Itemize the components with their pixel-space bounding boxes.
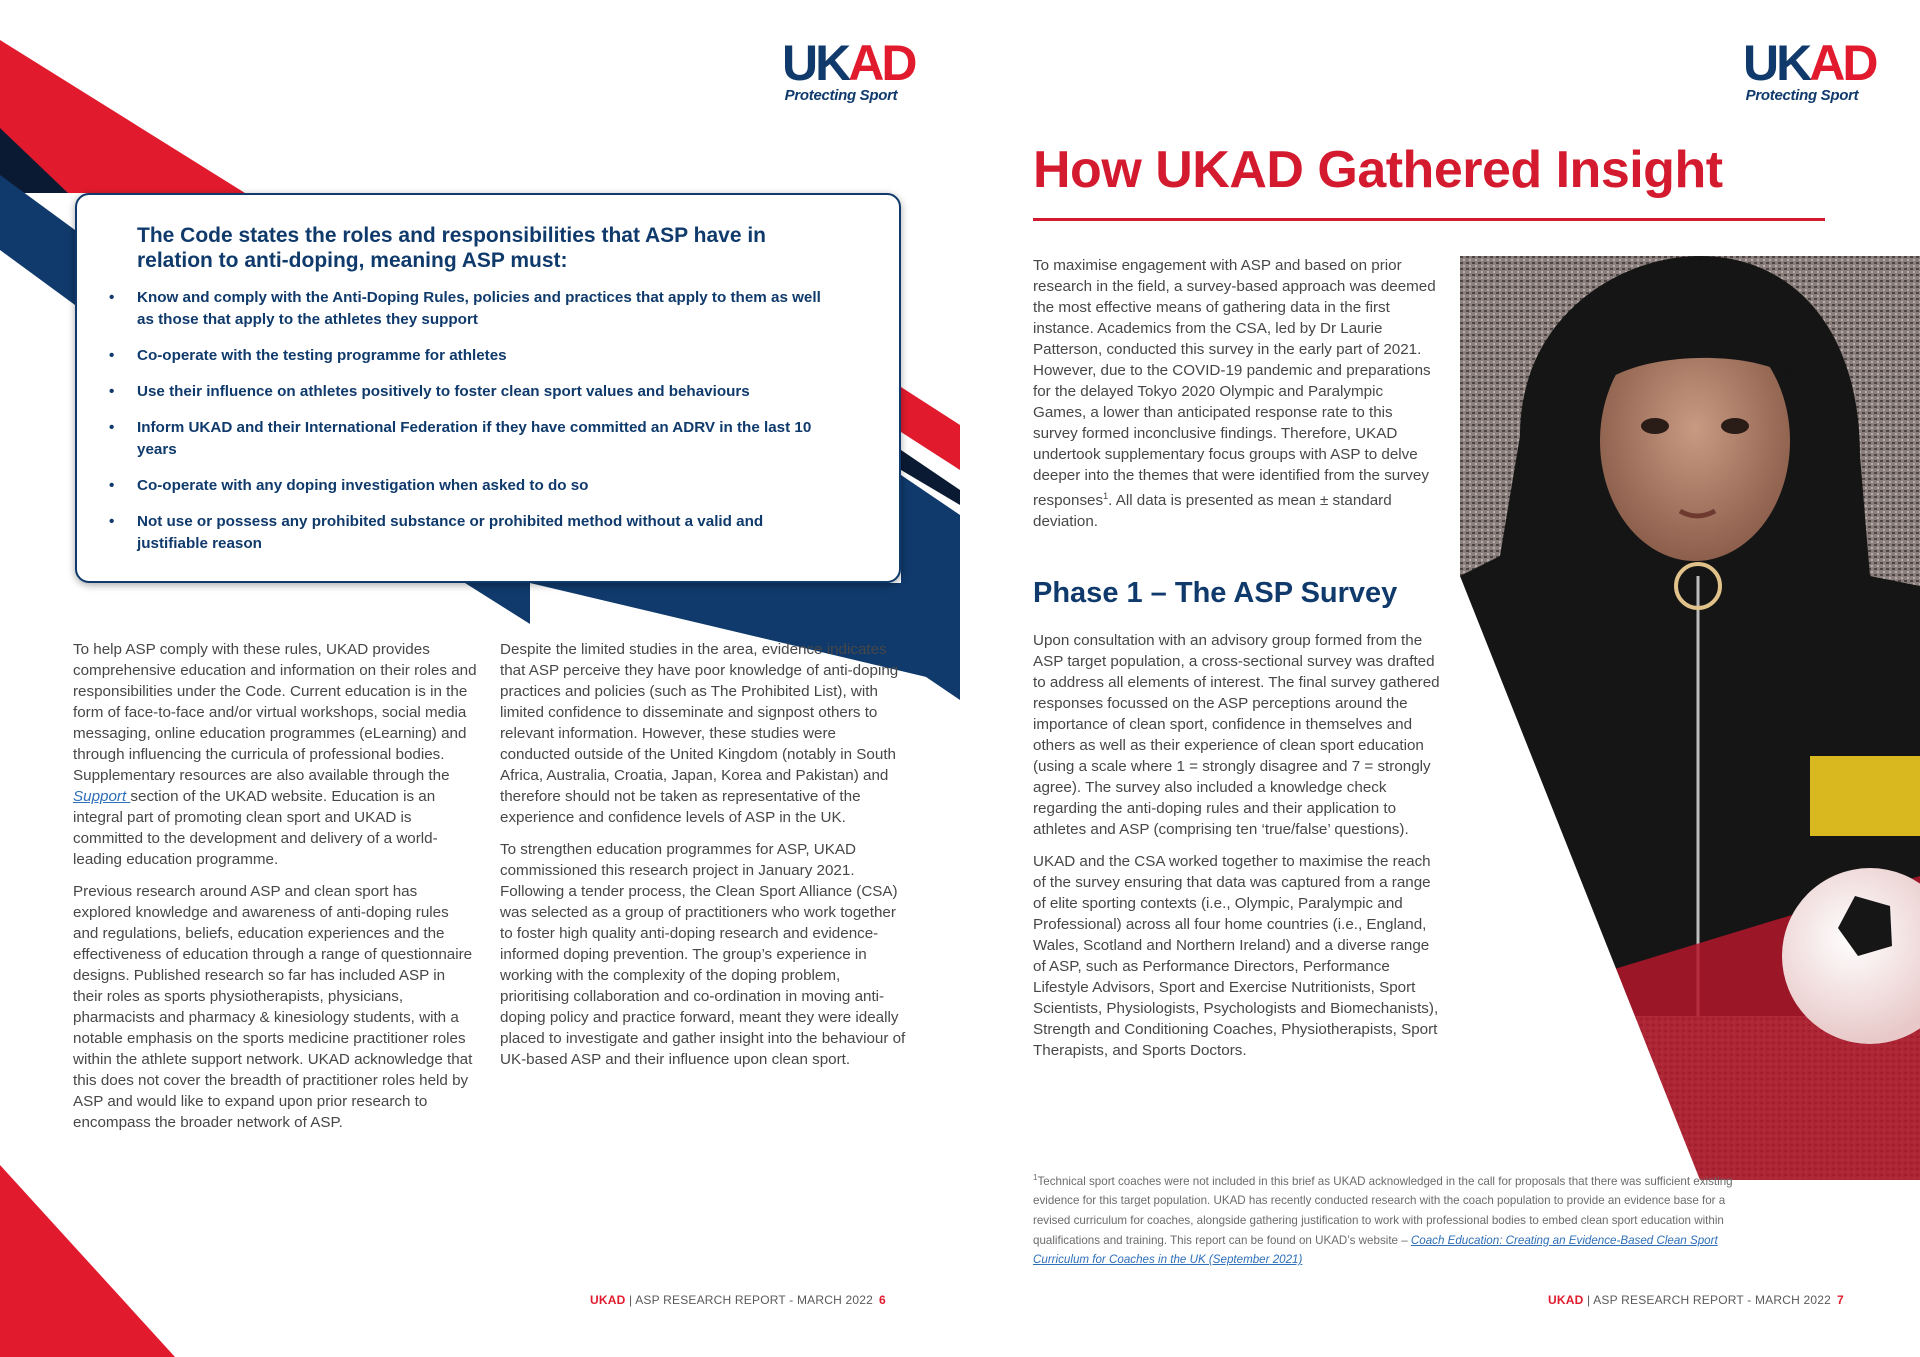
paragraph: To help ASP comply with these rules, UKAD provides comprehensive education and information on their roles and responsibilities under the Code. Current education is in the form of face-to-face and/or virtual workshops, social media messaging, online education programmes (eLearning) and through influencing the curricula of professional bodies. Supplementary resources are also available through the Support section of the UKAD website. Education is an integral part of promoting clean sport and UKAD is committed to the development and delivery of a world-leading education programme. (73, 641, 477, 868)
page-footer: UKAD | ASP RESEARCH REPORT - MARCH 2022 6 (590, 1293, 886, 1307)
list-item: • Inform UKAD and their International Federation if they have committed an ADRV in the last 10 years (109, 419, 812, 458)
code-responsibilities-callout (75, 193, 901, 583)
paragraph: To strengthen education programmes for ASP, UKAD commissioned this research project in January 2021. Following a tender process, the Clean Sport Alliance (CSA) was selected as a group of practitioners who work together to foster high quality anti-doping research and evidence-informed doping prevention. The group’s experience in working with the complexity of the doping problem, prioritising collaboration and co-ordination in moving anti-doping policy and practice forward, meant they were ideally placed to investigate and gather insight into the behaviour of UK-based ASP and their influence upon clean sport. (500, 841, 906, 1068)
paragraph: To maximise engagement with ASP and based on prior research in the field, a survey-based approach was deemed the most effective means of gathering data in the first instance. Academics from the CSA, led by Dr Laurie Patterson, conducted this survey in the early part of 2021. However, due to the COVID-19 pandemic and preparations for the delayed Tokyo 2020 Olympic and Paralympic Games, a lower than anticipated response rate to this survey formed inconclusive findings. Therefore, UKAD undertook supplementary focus groups with ASP to delve deeper into the themes that were identified from the survey responses$^1$. All data is presented as mean ± standard deviation. (1033, 257, 1436, 531)
paragraph: Upon consultation with an advisory group formed from the ASP target population, a cross-sectional survey was drafted to address all elements of interest. The final survey gathered responses focussed on the ASP perceptions around the importance of clean sport, confidence in themselves and others as well as their experience of clean sport education (using a scale where 1 = strongly disagree and 7 = strongly agree). The survey also included a knowledge check regarding the anti-doping rules and their application to athletes and ASP (comprising ten ‘true/false’ questions). (1033, 632, 1440, 838)
page-title: How UKAD Gathered Insight (1033, 141, 1723, 199)
list-item: • Co-operate with the testing programme for athletes (109, 347, 507, 364)
list-item: • Co-operate with any doping investigation when asked to do so (109, 477, 589, 494)
page-number: 7 (1837, 1293, 1844, 1307)
coach-education-link[interactable]: Coach Education: Creating an Evidence-Based Clean Sport Curriculum for Coaches in the UK (September 2021) (1033, 1233, 1718, 1267)
support-link[interactable]: Support (73, 788, 131, 805)
left-column-2 (500, 639, 910, 1081)
page-number: 6 (879, 1293, 886, 1307)
list-item: • Know and comply with the Anti-Doping Rules, policies and practices that apply to them as well as those that apply to the athletes they support (109, 289, 821, 328)
paragraph: Previous research around ASP and clean sport has explored knowledge and awareness of anti-doping rules and regulations, beliefs, education experiences and the effectiveness of education through a range of questionnaire designs. Published research so far has included ASP in their roles as sports physiotherapists, physicians, pharmacists and pharmacy & kinesiology students, with a notable emphasis on the sports medicine practitioner roles within the athlete support network. UKAD acknowledge that this does not cover the breadth of practitioner roles held by ASP and would like to expand upon prior research to encompass the broader network of ASP. (73, 883, 473, 1131)
list-item: • Not use or possess any prohibited substance or prohibited method without a valid and justifiable reason (109, 513, 764, 552)
list-item: • Use their influence on athletes positively to foster clean sport values and behaviours (109, 383, 750, 400)
paragraph: Despite the limited studies in the area, evidence indicates that ASP perceive they have poor knowledge of anti-doping practices and policies (such as The Prohibited List), with limited confidence to disseminate and signpost others to relevant information. However, these studies were conducted outside of the United Kingdom (notably in South Africa, Australia, Croatia, Japan, Korea and Pakistan) and therefore should not be taken as representative of the experience and confidence levels of ASP in the UK. (500, 641, 899, 826)
paragraph: UKAD and the CSA worked together to maximise the reach of the survey ensuring that data was captured from a range of elite sporting contexts (i.e., Olympic, Paralympic and Professional) across all four home countries (i.e., England, Wales, Scotland and Northern Ireland) and a diverse range of ASP, such as Performance Directors, Performance Lifestyle Advisors, Sport and Exercise Nutritionists, Sport Scientists, Physiologists, Psychologists and Biomechanists), Strength and Conditioning Coaches, Physiotherapists, Sport Therapists, and Sports Doctors. (1033, 853, 1439, 1059)
callout-heading: The Code states the roles and responsibilities that ASP have in relation to anti-doping, meaning ASP must: (137, 224, 766, 272)
logo-tagline: Protecting Sport (784, 87, 898, 104)
phase-1-text (1033, 630, 1443, 1072)
intro-text (1033, 255, 1438, 543)
left-column-1 (73, 639, 478, 1144)
title-divider (1033, 218, 1825, 221)
section-heading: Phase 1 – The ASP Survey (1033, 577, 1398, 609)
page-footer: UKAD | ASP RESEARCH REPORT - MARCH 2022 7 (1548, 1293, 1844, 1307)
footnote: $^1$Technical sport coaches were not included in this brief as UKAD acknowledged in the call for proposals that there was sufficient existing evidence for this target population. UKAD has recently conducted research with the coach population to provide an evidence base for a revised curriculum for coaches, alongside gathering justification to work with professional bodies to embed clean sport education within qualifications and training. This report can be found on UKAD’s website – Coach Education: Creating an Evidence-Based Clean Sport Curriculum for Coaches in the UK (September 2021) (1033, 1173, 1733, 1267)
logo-tagline: Protecting Sport (1745, 87, 1859, 104)
responsibilities-list (109, 287, 837, 569)
ukad-logo: UKAD Protecting Sport (782, 35, 915, 104)
right-page (960, 0, 1920, 1357)
ukad-logo: UKAD Protecting Sport (1743, 35, 1876, 104)
